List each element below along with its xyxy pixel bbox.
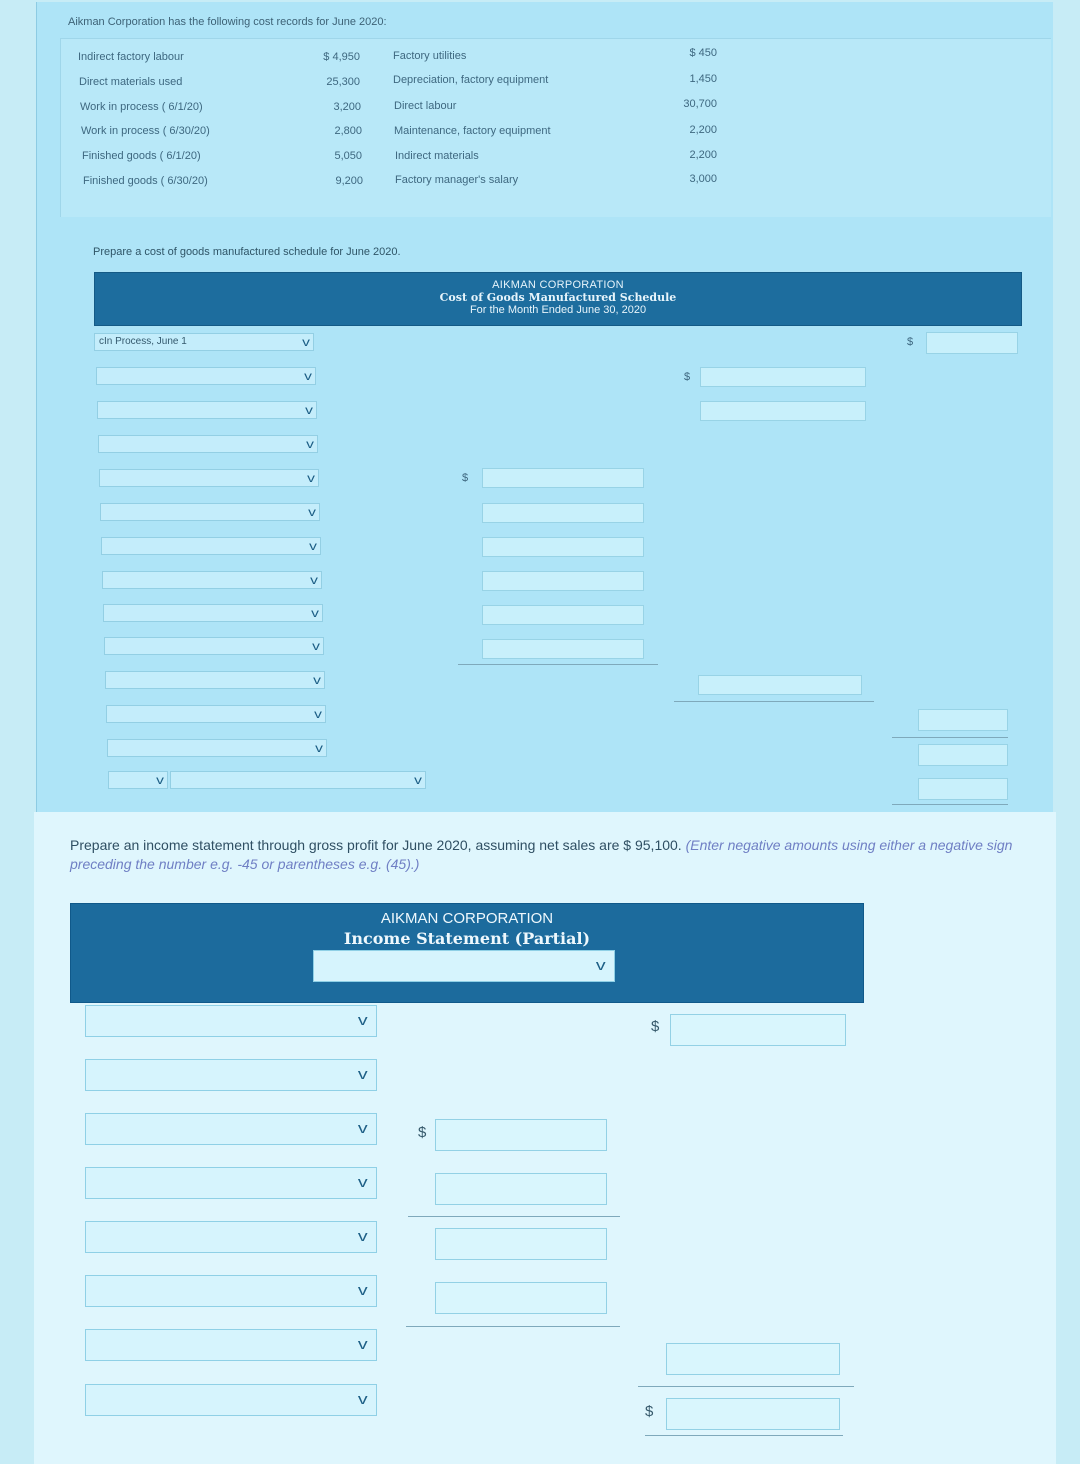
- amount-input[interactable]: [482, 639, 644, 659]
- period-select[interactable]: [313, 950, 615, 982]
- amount-input[interactable]: [435, 1228, 607, 1260]
- schedule-line-select[interactable]: [106, 705, 326, 723]
- schedule-line-select[interactable]: [94, 333, 314, 351]
- schedule-title: Cost of Goods Manufactured Schedule: [439, 291, 677, 304]
- amount-input[interactable]: [435, 1282, 607, 1314]
- record-value: 3,000: [689, 173, 717, 185]
- subtotal-rule: [892, 737, 1008, 738]
- schedule-instruction: Prepare a cost of goods manufactured schedule for June 2020.: [93, 246, 401, 258]
- schedule-line-select[interactable]: [98, 435, 318, 453]
- schedule-line-select-wide[interactable]: [170, 771, 426, 789]
- intro-text: Aikman Corporation has the following cost records for June 2020:: [68, 16, 387, 28]
- income-instruction-note: (Enter negative amounts using either a negative sign preceding the number e.g. -45 or parentheses e.g. (45).): [70, 837, 1013, 872]
- schedule-line-select[interactable]: [97, 401, 317, 419]
- chevron-down-icon: v: [312, 639, 320, 653]
- select-value: cIn Process, June 1: [99, 336, 187, 347]
- company-name: AIKMAN CORPORATION: [380, 910, 554, 927]
- income-line-select[interactable]: [85, 1329, 377, 1361]
- amount-input[interactable]: [435, 1119, 607, 1151]
- income-instruction: [70, 836, 1040, 874]
- record-value: 3,200: [333, 101, 361, 113]
- amount-input[interactable]: [482, 537, 644, 557]
- record-label: Indirect factory labour: [78, 51, 184, 63]
- chevron-down-icon: v: [595, 957, 606, 974]
- income-instruction-text: Prepare an income statement through gross profit for June 2020, assuming net sales are $ 95,100.: [70, 837, 682, 853]
- chevron-down-icon: v: [307, 471, 315, 485]
- subtotal-rule: [458, 664, 658, 665]
- chevron-down-icon: v: [310, 573, 318, 587]
- record-label: Indirect materials: [395, 150, 479, 162]
- currency-symbol: $: [651, 1018, 660, 1035]
- schedule-line-select[interactable]: [100, 503, 320, 521]
- income-line-select[interactable]: [85, 1384, 377, 1416]
- chevron-down-icon: v: [357, 1391, 368, 1408]
- schedule-line-select[interactable]: [104, 637, 324, 655]
- record-label: Direct labour: [394, 100, 457, 112]
- amount-input[interactable]: [435, 1173, 607, 1205]
- currency-symbol: $: [907, 336, 914, 348]
- subtotal-rule: [408, 1216, 620, 1217]
- total-rule: [645, 1435, 843, 1436]
- chevron-down-icon: v: [314, 707, 322, 721]
- currency-symbol: $: [645, 1403, 654, 1420]
- chevron-down-icon: v: [357, 1012, 368, 1029]
- chevron-down-icon: v: [357, 1174, 368, 1191]
- chevron-down-icon: v: [315, 741, 323, 755]
- record-value: 9,200: [335, 175, 363, 187]
- amount-input[interactable]: [918, 744, 1008, 766]
- record-label: Work in process ( 6/1/20): [80, 101, 203, 113]
- subtotal-rule: [674, 701, 874, 702]
- currency-symbol: $: [418, 1124, 427, 1141]
- chevron-down-icon: v: [308, 505, 316, 519]
- chevron-down-icon: v: [304, 369, 312, 383]
- income-line-select[interactable]: [85, 1113, 377, 1145]
- amount-input[interactable]: [698, 675, 862, 695]
- record-label: Work in process ( 6/30/20): [81, 125, 210, 137]
- gross-profit-input[interactable]: [666, 1398, 840, 1430]
- chevron-down-icon: v: [357, 1336, 368, 1353]
- chevron-down-icon: v: [309, 539, 317, 553]
- record-label: Finished goods ( 6/30/20): [83, 175, 208, 187]
- schedule-line-select[interactable]: [101, 537, 321, 555]
- schedule-line-select[interactable]: [107, 739, 327, 757]
- amount-input[interactable]: [666, 1343, 840, 1375]
- amount-input[interactable]: [918, 778, 1008, 800]
- income-statement-title: Income Statement (Partial): [343, 929, 591, 948]
- record-value: $ 450: [689, 47, 717, 59]
- amount-input[interactable]: [918, 709, 1008, 731]
- amount-input[interactable]: [700, 401, 866, 421]
- amount-input[interactable]: [482, 605, 644, 625]
- schedule-period: For the Month Ended June 30, 2020: [469, 304, 647, 316]
- chevron-down-icon: v: [313, 673, 321, 687]
- total-rule: [892, 804, 1008, 805]
- record-value: 25,300: [326, 76, 360, 88]
- schedule-line-select[interactable]: [99, 469, 319, 487]
- record-value: 2,200: [689, 149, 717, 161]
- income-line-select[interactable]: [85, 1059, 377, 1091]
- schedule-line-select[interactable]: [102, 571, 322, 589]
- company-name: AIKMAN CORPORATION: [492, 279, 624, 291]
- amount-input[interactable]: [926, 332, 1018, 354]
- chevron-down-icon: v: [311, 606, 319, 620]
- record-value: 2,800: [334, 125, 362, 137]
- record-value: 30,700: [683, 98, 717, 110]
- schedule-line-select[interactable]: [105, 671, 325, 689]
- record-value: 5,050: [334, 150, 362, 162]
- chevron-down-icon: v: [305, 403, 313, 417]
- record-label: Factory utilities: [393, 50, 467, 62]
- chevron-down-icon: v: [302, 335, 310, 349]
- currency-symbol: $: [684, 371, 691, 383]
- chevron-down-icon: v: [357, 1066, 368, 1083]
- amount-input[interactable]: [482, 503, 644, 523]
- chevron-down-icon: v: [306, 437, 314, 451]
- record-label: Direct materials used: [79, 76, 183, 88]
- record-label: Depreciation, factory equipment: [393, 74, 549, 86]
- chevron-down-icon: v: [357, 1228, 368, 1245]
- chevron-down-icon: v: [357, 1282, 368, 1299]
- chevron-down-icon: v: [414, 773, 422, 787]
- record-label: Factory manager's salary: [395, 174, 519, 186]
- currency-symbol: $: [462, 472, 469, 484]
- income-line-select[interactable]: [85, 1221, 377, 1253]
- schedule-header: [94, 272, 1022, 326]
- schedule-line-select[interactable]: [96, 367, 316, 385]
- schedule-line-select[interactable]: [103, 604, 323, 622]
- chevron-down-icon: v: [156, 773, 164, 787]
- amount-input[interactable]: [482, 571, 644, 591]
- amount-input[interactable]: [670, 1014, 846, 1046]
- income-line-select[interactable]: [85, 1005, 377, 1037]
- schedule-line-select-small[interactable]: [108, 771, 168, 789]
- record-label: Finished goods ( 6/1/20): [82, 150, 201, 162]
- income-line-select[interactable]: [85, 1167, 377, 1199]
- record-label: Maintenance, factory equipment: [394, 125, 551, 137]
- subtotal-rule: [406, 1326, 620, 1327]
- amount-input[interactable]: [700, 367, 866, 387]
- record-value: $ 4,950: [323, 51, 360, 63]
- record-value: 2,200: [689, 124, 717, 136]
- income-line-select[interactable]: [85, 1275, 377, 1307]
- chevron-down-icon: v: [357, 1120, 368, 1137]
- amount-input[interactable]: [482, 468, 644, 488]
- subtotal-rule: [638, 1386, 854, 1387]
- record-value: 1,450: [689, 73, 717, 85]
